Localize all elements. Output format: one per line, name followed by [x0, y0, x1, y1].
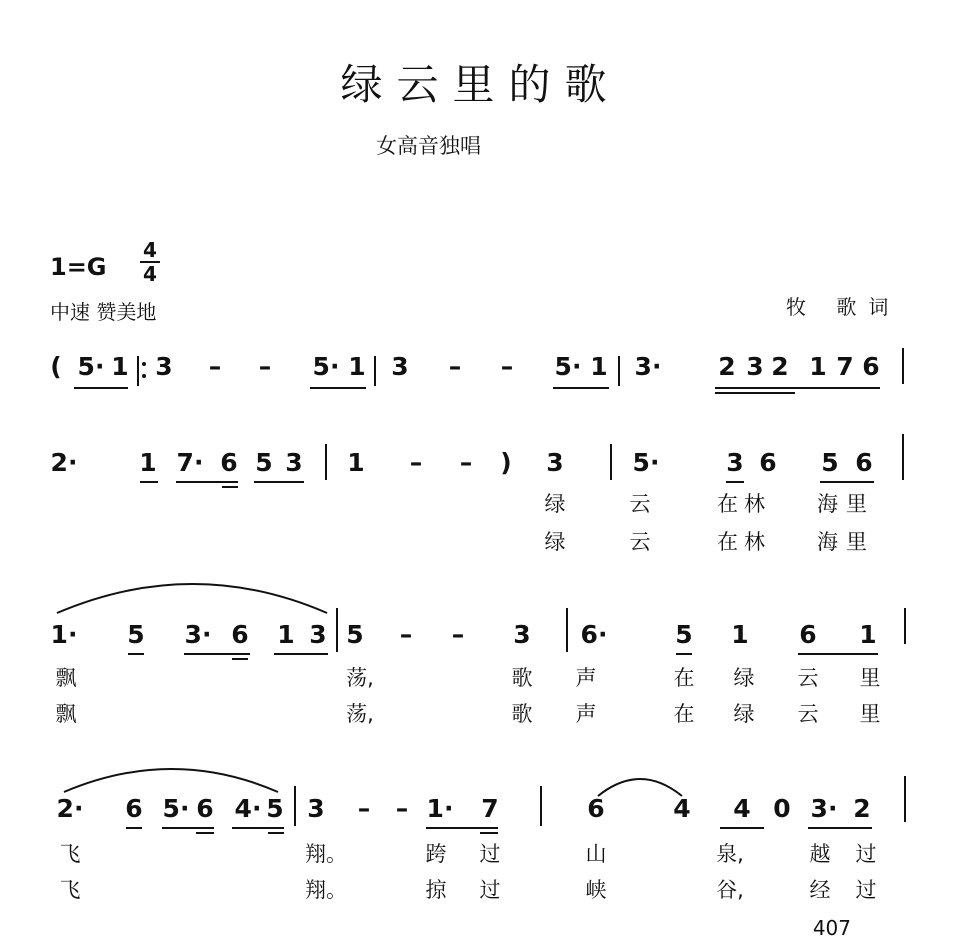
note: 3 [309, 620, 327, 649]
song-title: 绿云里的歌 [340, 60, 621, 109]
lyric: 荡, [346, 702, 374, 726]
beam [232, 658, 248, 660]
beam [720, 827, 764, 829]
lyricist-credit: 牧 歌词 [786, 295, 901, 319]
note: 5 [255, 448, 273, 477]
note: 1 [348, 352, 366, 381]
note: 3· [810, 794, 838, 823]
lyric: 云 [797, 666, 819, 690]
barline [540, 786, 542, 826]
note: 3 [513, 620, 531, 649]
barline [904, 776, 906, 822]
score-row-2 [0, 448, 961, 554]
beam [74, 387, 128, 389]
lyric: 在林 [717, 492, 771, 516]
lyric: 飘 [55, 666, 77, 690]
repeat-dot [142, 362, 146, 366]
beam [184, 653, 250, 655]
lyric: 越 [809, 842, 831, 866]
note: 1 [809, 352, 827, 381]
lyric: 云 [629, 492, 651, 516]
note-dash: – [258, 352, 272, 381]
key-signature: 1=G [50, 253, 107, 281]
score-row-4 [0, 794, 961, 902]
note: 2 [718, 352, 736, 381]
note: 4 [733, 794, 751, 823]
note: 6 [799, 620, 817, 649]
note: 4 [673, 794, 691, 823]
note: 6 [125, 794, 143, 823]
lyric: 山 [585, 842, 607, 866]
note-dash: – [208, 352, 222, 381]
lyric: 跨 [425, 842, 447, 866]
lyric: 飞 [59, 878, 81, 902]
repeat-barline [137, 356, 139, 386]
beam [820, 481, 874, 483]
note: 2· [50, 448, 78, 477]
note: 5· [312, 352, 340, 381]
note: 0 [773, 794, 791, 823]
lyric: 绿 [733, 702, 755, 726]
note: 1 [277, 620, 295, 649]
time-signature-top: 4 [143, 238, 157, 262]
note: 5 [675, 620, 693, 649]
lyric: 歌 [511, 666, 533, 690]
beam [553, 387, 609, 389]
beam [715, 392, 795, 394]
note: 1 [731, 620, 749, 649]
beam [222, 486, 238, 488]
note: 3· [634, 352, 662, 381]
note-dash: – [399, 620, 413, 649]
lyric: 绿 [733, 666, 755, 690]
note: 3 [285, 448, 303, 477]
beam [798, 653, 878, 655]
note: 3 [391, 352, 409, 381]
note: 1 [139, 448, 157, 477]
beam [128, 653, 144, 655]
note: 6 [220, 448, 238, 477]
note: 5· [554, 352, 582, 381]
note: 5 [821, 448, 839, 477]
note: 6 [855, 448, 873, 477]
note: 6 [759, 448, 777, 477]
barline [336, 608, 338, 652]
lyric: 过 [855, 878, 877, 902]
lyric: 在 [673, 666, 695, 690]
lyric: 飘 [55, 702, 77, 726]
note: ( [50, 352, 62, 381]
note: 1 [111, 352, 129, 381]
note: 3 [307, 794, 325, 823]
note: 2 [771, 352, 789, 381]
note: 5· [77, 352, 105, 381]
beam [268, 832, 284, 834]
note: 7· [176, 448, 204, 477]
lyric: 海里 [817, 492, 875, 516]
lyric: 荡, [346, 666, 374, 690]
beam [274, 653, 328, 655]
tempo-marking: 中速 赞美地 [50, 300, 157, 324]
note-dash: – [395, 794, 409, 823]
song-subtitle: 女高音独唱 [376, 134, 481, 158]
beam [726, 481, 744, 483]
beam [196, 832, 214, 834]
time-signature-bottom: 4 [143, 262, 157, 286]
beam [808, 827, 872, 829]
beam [140, 481, 158, 483]
note: 3· [184, 620, 212, 649]
lyric: 掠 [425, 878, 447, 902]
lyric: 云 [629, 530, 651, 554]
note: 7 [836, 352, 854, 381]
barline [902, 348, 904, 384]
note: 3 [746, 352, 764, 381]
note: 1 [590, 352, 608, 381]
beam [254, 481, 304, 483]
slur [55, 575, 330, 615]
note: 1· [50, 620, 78, 649]
barline [294, 786, 296, 826]
note-dash: – [448, 352, 462, 381]
note: 5 [266, 794, 284, 823]
lyric: 翔。 [305, 878, 347, 902]
note: 6· [580, 620, 608, 649]
lyric: 在 [673, 702, 695, 726]
note: 4· [234, 794, 262, 823]
note: 3 [726, 448, 744, 477]
barline [566, 608, 568, 652]
score-row-1 [0, 352, 961, 412]
beam [715, 387, 880, 389]
lyric: 海里 [817, 530, 875, 554]
score-row-3 [0, 620, 961, 726]
page-number: 407 [812, 916, 851, 940]
barline [325, 444, 327, 480]
barline [374, 356, 376, 386]
slur [62, 762, 282, 794]
lyric: 过 [479, 878, 501, 902]
note: 6 [231, 620, 249, 649]
barline [618, 356, 620, 386]
lyric: 声 [575, 666, 597, 690]
beam [426, 827, 498, 829]
barline [610, 444, 612, 480]
lyric: 峡 [585, 878, 607, 902]
time-signature [140, 240, 160, 284]
lyric: 绿 [544, 492, 566, 516]
note: 6 [862, 352, 880, 381]
note: 2 [853, 794, 871, 823]
note: 2· [56, 794, 84, 823]
beam [676, 653, 692, 655]
barline [902, 434, 904, 480]
lyric: 声 [575, 702, 597, 726]
note-dash: – [409, 448, 423, 477]
note: 1 [347, 448, 365, 477]
beam [176, 481, 238, 483]
beam [162, 827, 214, 829]
beam [480, 832, 498, 834]
lyric: 泉, [716, 842, 744, 866]
note: 3 [546, 448, 564, 477]
lyric: 谷, [716, 878, 744, 902]
beam [232, 827, 284, 829]
note: 6 [196, 794, 214, 823]
lyric: 里 [859, 702, 881, 726]
repeat-dot [142, 374, 146, 378]
note-dash: – [357, 794, 371, 823]
lyric: 翔。 [305, 842, 347, 866]
lyric: 在林 [717, 530, 771, 554]
lyric: 云 [797, 702, 819, 726]
lyric: 飞 [59, 842, 81, 866]
lyric: 经 [809, 878, 831, 902]
note-dash: – [451, 620, 465, 649]
note: 3 [155, 352, 173, 381]
note: 5· [162, 794, 190, 823]
note-dash: – [500, 352, 514, 381]
barline [904, 608, 906, 644]
lyric: 歌 [511, 702, 533, 726]
note: 6 [587, 794, 605, 823]
note: 5 [127, 620, 145, 649]
note: 1· [426, 794, 454, 823]
beam [310, 387, 366, 389]
lyric: 里 [859, 666, 881, 690]
note: ) [500, 448, 512, 477]
note: 7 [481, 794, 499, 823]
lyric: 过 [479, 842, 501, 866]
beam [126, 827, 142, 829]
note: 1 [859, 620, 877, 649]
note: 5 [346, 620, 364, 649]
note: 5· [632, 448, 660, 477]
note-dash: – [459, 448, 473, 477]
lyric: 绿 [544, 530, 566, 554]
lyric: 过 [855, 842, 877, 866]
